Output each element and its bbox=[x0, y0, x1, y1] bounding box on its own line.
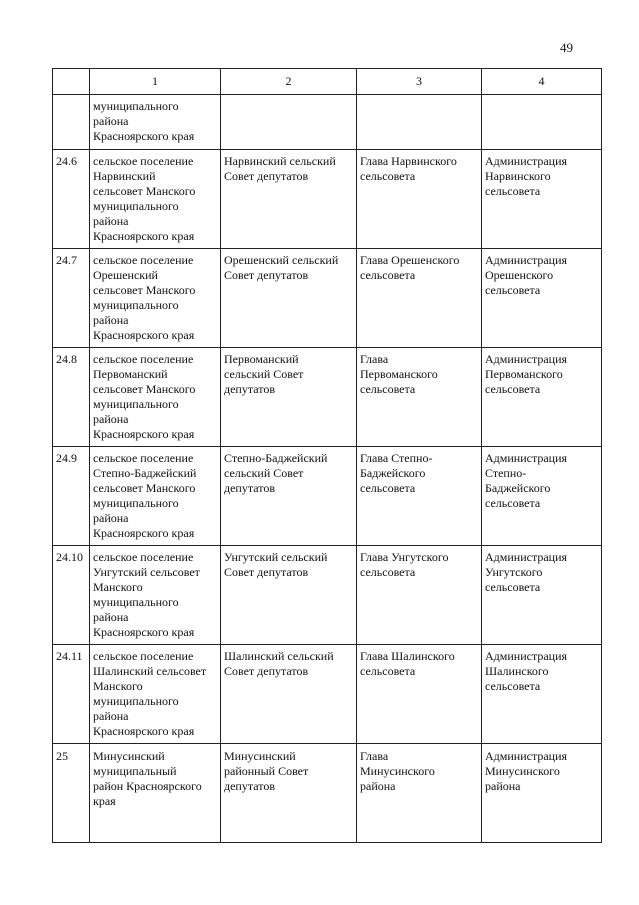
row-number: 24.9 bbox=[53, 447, 90, 546]
administration-cell: Администрация Нарвинского сельсовета bbox=[482, 150, 602, 249]
head-cell: Глава Унгутского сельсовета bbox=[357, 546, 482, 645]
table-row bbox=[53, 348, 602, 447]
municipality-cell: сельское поселение Унгутский сельсовет Манского муниципального района Красноярского края bbox=[90, 546, 221, 645]
header-cell-4: 4 bbox=[482, 69, 602, 95]
table-row bbox=[53, 744, 602, 843]
municipality-cell: сельское поселение Нарвинский сельсовет Манского муниципального района Красноярского края bbox=[90, 150, 221, 249]
council-cell: Орешенский сельский Совет депутатов bbox=[221, 249, 357, 348]
row-number: 24.10 bbox=[53, 546, 90, 645]
table-row bbox=[53, 447, 602, 546]
header-cell-num bbox=[53, 69, 90, 95]
council-cell: Минусинский районный Совет депутатов bbox=[221, 744, 357, 843]
administration-cell: Администрация Унгутского сельсовета bbox=[482, 546, 602, 645]
municipality-cell: Минусинский муниципальный район Красноярского края bbox=[90, 744, 221, 843]
header-cell-2: 2 bbox=[221, 69, 357, 95]
council-cell: Нарвинский сельский Совет депутатов bbox=[221, 150, 357, 249]
head-cell: Глава Шалинского сельсовета bbox=[357, 645, 482, 744]
head-cell: Глава Минусинского района bbox=[357, 744, 482, 843]
administration-cell bbox=[482, 95, 602, 150]
table-row bbox=[53, 249, 602, 348]
council-cell: Шалинский сельский Совет депутатов bbox=[221, 645, 357, 744]
row-number: 24.8 bbox=[53, 348, 90, 447]
page-number: 49 bbox=[560, 40, 573, 55]
council-cell bbox=[221, 95, 357, 150]
head-cell bbox=[357, 95, 482, 150]
municipality-cell: сельское поселение Орешенский сельсовет Манского муниципального района Красноярского края bbox=[90, 249, 221, 348]
council-cell: Степно-Баджейский сельский Совет депутатов bbox=[221, 447, 357, 546]
administration-cell: Администрация Шалинского сельсовета bbox=[482, 645, 602, 744]
row-number bbox=[53, 95, 90, 150]
head-cell: Глава Нарвинского сельсовета bbox=[357, 150, 482, 249]
header-cell-1: 1 bbox=[90, 69, 221, 95]
municipality-cell: муниципального района Красноярского края bbox=[90, 95, 221, 150]
council-cell: Унгутский сельский Совет депутатов bbox=[221, 546, 357, 645]
row-number: 24.6 bbox=[53, 150, 90, 249]
row-number: 24.11 bbox=[53, 645, 90, 744]
head-cell: Глава Степно- Баджейского сельсовета bbox=[357, 447, 482, 546]
administration-cell: Администрация Первоманского сельсовета bbox=[482, 348, 602, 447]
head-cell: Глава Первоманского сельсовета bbox=[357, 348, 482, 447]
municipality-cell: сельское поселение Степно-Баджейский сельсовет Манского муниципального района Красноярского края bbox=[90, 447, 221, 546]
administration-cell: Администрация Орешенского сельсовета bbox=[482, 249, 602, 348]
administration-cell: Администрация Степно- Баджейского сельсовета bbox=[482, 447, 602, 546]
table-row bbox=[53, 546, 602, 645]
header-cell-3: 3 bbox=[357, 69, 482, 95]
table-row-continuation bbox=[53, 95, 602, 150]
row-number: 24.7 bbox=[53, 249, 90, 348]
row-number: 25 bbox=[53, 744, 90, 843]
municipality-cell: сельское поселение Шалинский сельсовет Манского муниципального района Красноярского края bbox=[90, 645, 221, 744]
council-cell: Первоманский сельский Совет депутатов bbox=[221, 348, 357, 447]
table-row bbox=[53, 645, 602, 744]
table-header-row bbox=[53, 69, 602, 95]
administration-cell: Администрация Минусинского района bbox=[482, 744, 602, 843]
head-cell: Глава Орешенского сельсовета bbox=[357, 249, 482, 348]
document-table bbox=[52, 68, 602, 843]
municipality-cell: сельское поселение Первоманский сельсовет Манского муниципального района Красноярского края bbox=[90, 348, 221, 447]
table-row bbox=[53, 150, 602, 249]
